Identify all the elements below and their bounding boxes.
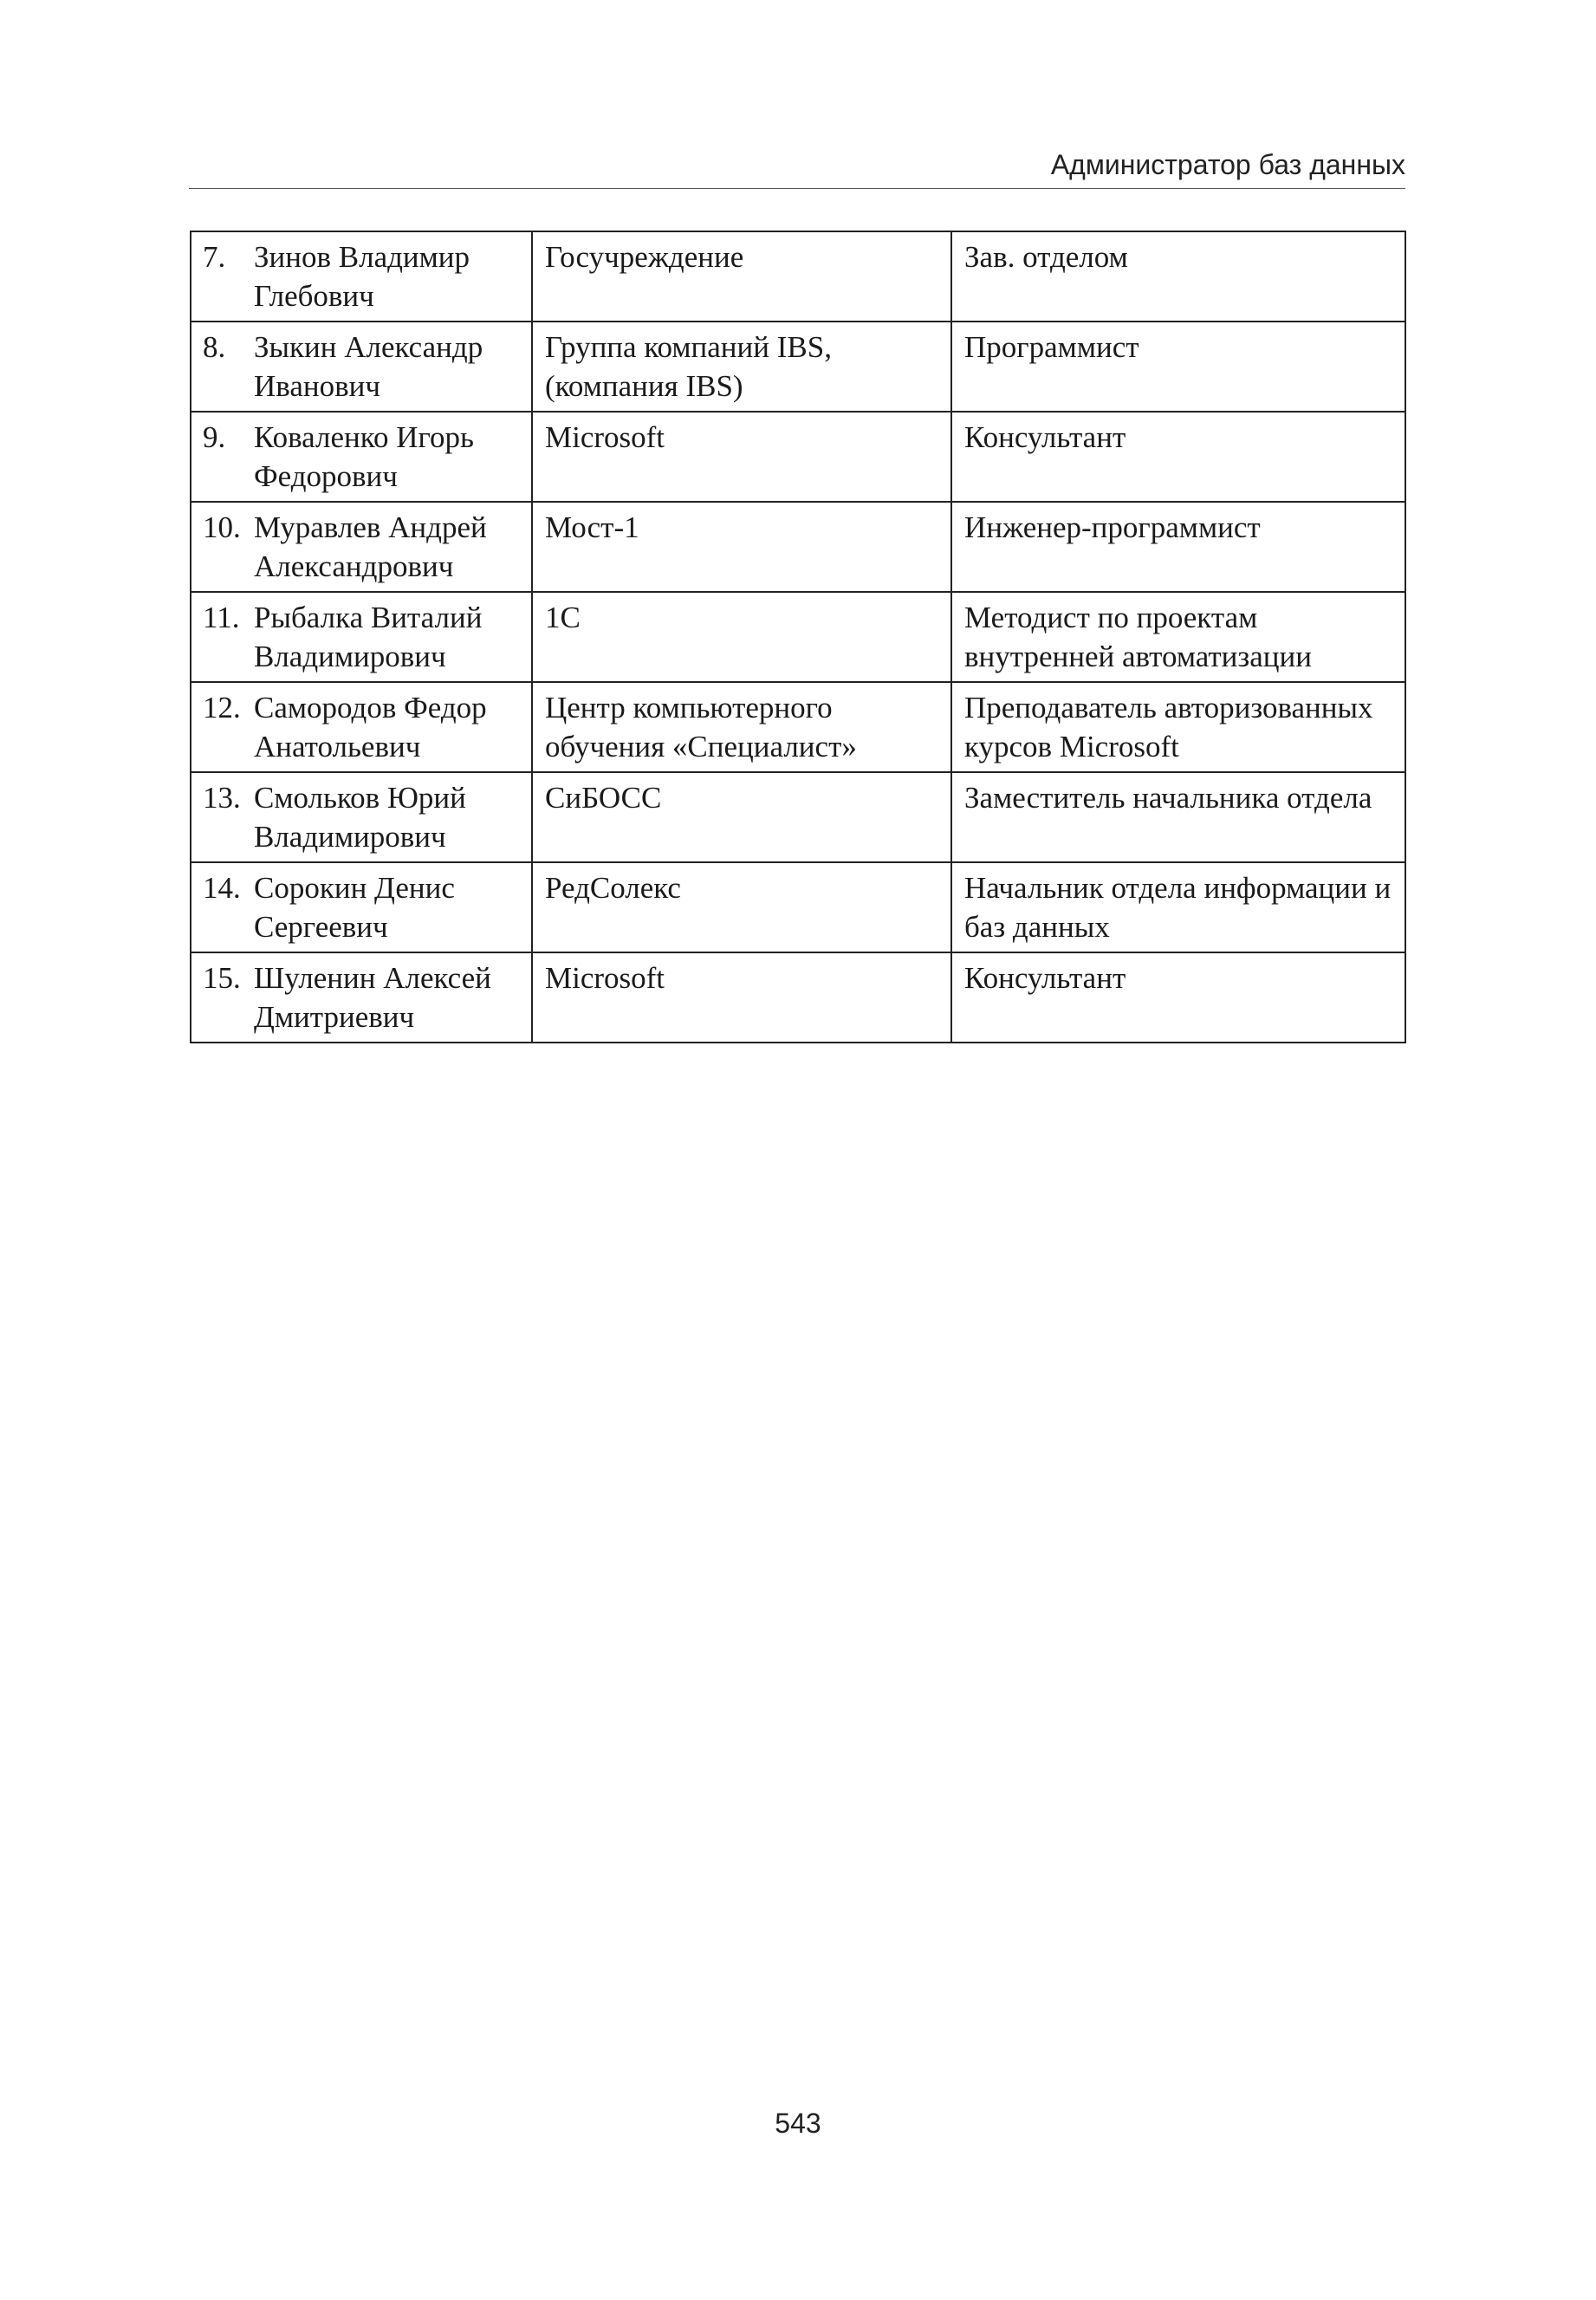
position-cell: Начальник отдела информации и баз данных — [951, 862, 1405, 952]
table-row — [191, 862, 1405, 952]
organization-cell: Группа компаний IBS, (компания IBS) — [532, 322, 951, 412]
person-name: Самородов Федор Анатольевич — [254, 691, 487, 763]
name-cell — [191, 231, 532, 322]
organization-cell: Центр компьютерного обучения «Специалист» — [532, 682, 951, 772]
organization-cell: СиБОСС — [532, 772, 951, 862]
row-number: 8. — [203, 330, 226, 364]
position-cell: Заместитель начальника отдела — [951, 772, 1405, 862]
table-row — [191, 592, 1405, 682]
row-number: 12. — [203, 691, 241, 724]
running-header: Администратор баз данных — [1050, 149, 1405, 180]
row-number: 10. — [203, 510, 241, 544]
person-name: Муравлев Андрей Александрович — [254, 510, 487, 583]
table-row — [191, 412, 1405, 502]
row-number: 14. — [203, 871, 241, 905]
table-row — [191, 322, 1405, 412]
staff-table-body — [191, 231, 1405, 1043]
position-cell: Консультант — [951, 952, 1405, 1043]
position-cell: Консультант — [951, 412, 1405, 502]
position-cell: Преподаватель авторизованных курсов Microsoft — [951, 682, 1405, 772]
name-cell — [191, 412, 532, 502]
name-cell — [191, 592, 532, 682]
organization-cell: 1С — [532, 592, 951, 682]
position-cell: Зав. отделом — [951, 231, 1405, 322]
name-cell — [191, 682, 532, 772]
organization-cell: Мост-1 — [532, 502, 951, 592]
table-row — [191, 952, 1405, 1043]
organization-cell: Госучреждение — [532, 231, 951, 322]
position-cell: Программист — [951, 322, 1405, 412]
person-name: Рыбалка Виталий Владимирович — [254, 601, 483, 673]
row-number: 11. — [203, 601, 240, 634]
page-number: 543 — [775, 2108, 821, 2139]
staff-table — [190, 231, 1406, 1043]
name-cell — [191, 772, 532, 862]
organization-cell: РедСолекс — [532, 862, 951, 952]
person-name: Зыкин Александр Иванович — [254, 330, 483, 403]
table-row — [191, 502, 1405, 592]
person-name: Коваленко Игорь Федорович — [254, 420, 474, 493]
organization-cell: Microsoft — [532, 412, 951, 502]
position-cell: Инженер-программист — [951, 502, 1405, 592]
position-cell: Методист по проектам внутренней автоматизации — [951, 592, 1405, 682]
row-number: 13. — [203, 781, 241, 815]
person-name: Зинов Владимир Глебович — [254, 240, 470, 313]
name-cell — [191, 862, 532, 952]
name-cell — [191, 952, 532, 1043]
name-cell — [191, 502, 532, 592]
table-row — [191, 231, 1405, 322]
header-rule — [189, 188, 1405, 189]
table-row — [191, 682, 1405, 772]
person-name: Сорокин Денис Сергеевич — [254, 871, 455, 944]
row-number: 7. — [203, 240, 226, 274]
person-name: Смольков Юрий Владимирович — [254, 781, 466, 854]
organization-cell: Microsoft — [532, 952, 951, 1043]
person-name: Шуленин Алексей Дмитриевич — [254, 961, 491, 1034]
name-cell — [191, 322, 532, 412]
table-row — [191, 772, 1405, 862]
row-number: 15. — [203, 961, 241, 995]
row-number: 9. — [203, 420, 226, 454]
